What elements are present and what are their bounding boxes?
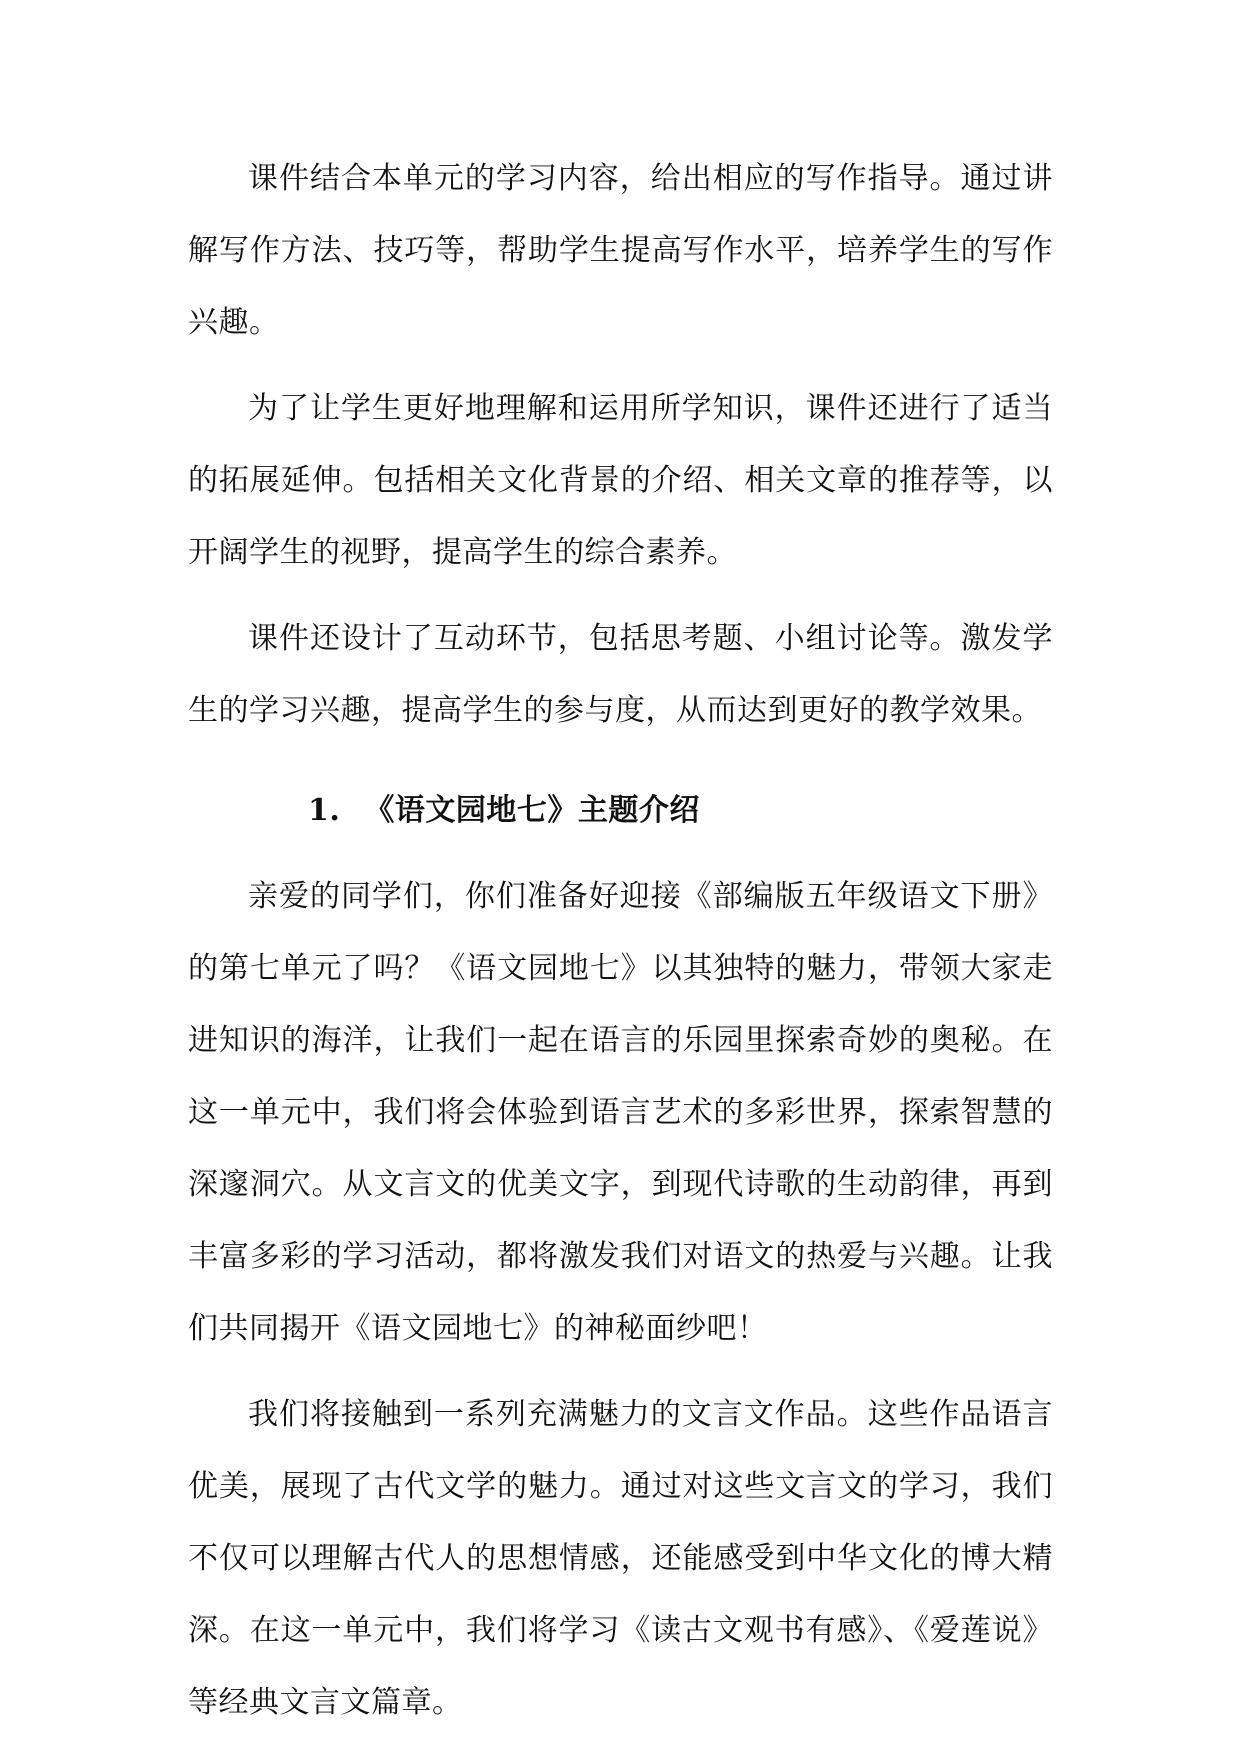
section-heading	[188, 775, 1053, 847]
paragraph-theme-intro: 亲爱的同学们，你们准备好迎接《部编版五年级语文下册》的第七单元了吗？《语文园地七》以其独特的魅力，带领大家走进知识的海洋，让我们一起在语言的乐园里探索奇妙的奥秘。在这一单元中，我们将会体验到语言艺术的多彩世界，探索智慧的深邃洞穴。从文言文的优美文字，到现代诗歌的生动韵律，再到丰富多彩的学习活动，都将激发我们对语文的热爱与兴趣。让我们共同揭开《语文园地七》的神秘面纱吧！	[188, 879, 1053, 1346]
paragraph-interaction: 课件还设计了互动环节，包括思考题、小组讨论等。激发学生的学习兴趣，提高学生的参与度，从而达到更好的教学效果。	[188, 621, 1053, 728]
section-title: 《语文园地七》主题介绍	[364, 793, 700, 828]
paragraph-extension: 为了让学生更好地理解和运用所学知识，课件还进行了适当的拓展延伸。包括相关文化背景的介绍、相关文章的推荐等，以开阔学生的视野，提高学生的综合素养。	[188, 391, 1053, 570]
section-number: 1.	[308, 793, 341, 828]
paragraph-writing-guidance: 课件结合本单元的学习内容，给出相应的写作指导。通过讲解写作方法、技巧等，帮助学生提高写作水平，培养学生的写作兴趣。	[188, 161, 1053, 340]
paragraph-classical-texts: 我们将接触到一系列充满魅力的文言文作品。这些作品语言优美，展现了古代文学的魅力。通过对这些文言文的学习，我们不仅可以理解古代人的思想情感，还能感受到中华文化的博大精深。在这一单元中，我们将学习《读古文观书有感》、《爱莲说》等经典文言文篇章。	[188, 1397, 1053, 1720]
